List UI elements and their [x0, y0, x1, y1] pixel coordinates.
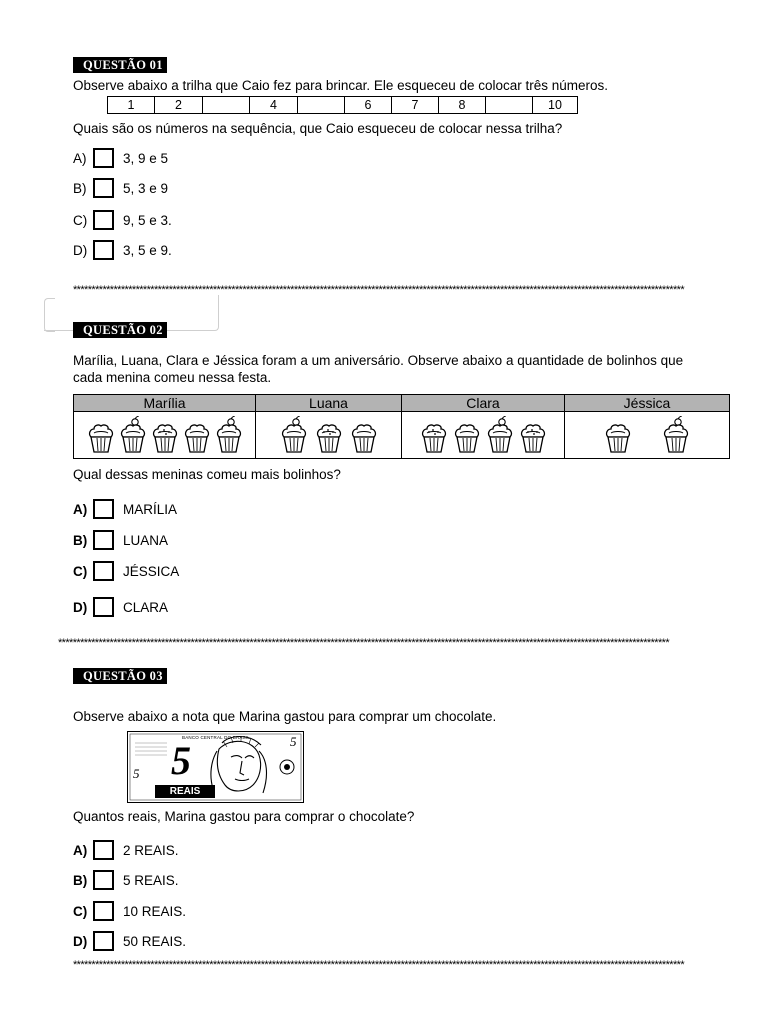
girl-name-header: Clara [402, 395, 565, 412]
cupcake-cell-marilia [74, 412, 256, 459]
option-letter: B) [73, 873, 88, 888]
option-text: 9, 5 e 3. [123, 213, 172, 228]
cupcake-icon [349, 416, 379, 454]
separator-line: ********************************************************************************************************************************************************************** [73, 959, 685, 971]
banknote-value-left: 5 [133, 766, 140, 781]
option-text: 5, 3 e 9 [123, 181, 169, 196]
banknote-value-small: 5 [290, 734, 297, 749]
question-1-title: QUESTÃO 01 [73, 57, 167, 73]
cupcake-icon [661, 416, 691, 454]
cupcake-icon [214, 416, 244, 454]
option-letter: A) [73, 502, 88, 517]
answer-checkbox[interactable] [93, 530, 114, 550]
sequence-cell-empty [203, 97, 250, 114]
option-text: LUANA [123, 533, 169, 548]
sequence-cell: 6 [345, 97, 392, 114]
cupcake-table [73, 394, 730, 459]
option-letter: D) [73, 243, 88, 258]
answer-checkbox[interactable] [93, 240, 114, 260]
question-1-prompt: Quais são os números na sequência, que Caio esqueceu de colocar nessa trilha? [73, 121, 563, 136]
option-text: MARÍLIA [123, 502, 178, 517]
separator-line: ********************************************************************************************************************************************************************** [73, 284, 685, 296]
option-letter: C) [73, 213, 88, 228]
cupcake-icon [603, 416, 633, 454]
option-text: 5 REAIS. [123, 873, 179, 888]
banknote-currency: REAIS [155, 785, 215, 798]
cupcake-icon [419, 416, 449, 454]
answer-checkbox[interactable] [93, 870, 114, 890]
cupcake-icon [86, 416, 116, 454]
option-text: 3, 9 e 5 [123, 151, 169, 166]
option-text: CLARA [123, 600, 169, 615]
option-letter: C) [73, 564, 88, 579]
sequence-cell: 8 [439, 97, 486, 114]
cupcake-cell-luana [256, 412, 402, 459]
question-3-intro: Observe abaixo a nota que Marina gastou para comprar um chocolate. [73, 709, 497, 724]
separator-line: ********************************************************************************************************************************************************************** [58, 637, 670, 649]
question-3-prompt: Quantos reais, Marina gastou para comprar o chocolate? [73, 809, 415, 824]
option-letter: B) [73, 533, 88, 548]
question-3-title: QUESTÃO 03 [73, 668, 167, 684]
option-text: JÉSSICA [123, 564, 180, 579]
sequence-cell: 2 [155, 97, 203, 114]
cupcake-cell-jessica [565, 412, 730, 459]
option-text: 3, 5 e 9. [123, 243, 172, 258]
answer-checkbox[interactable] [93, 210, 114, 230]
cupcake-icon [485, 416, 515, 454]
answer-checkbox[interactable] [93, 597, 114, 617]
girl-name-header: Jéssica [565, 395, 730, 412]
sequence-cell: 10 [533, 97, 578, 114]
question-2-intro-line1: Marília, Luana, Clara e Jéssica foram a um aniversário. Observe abaixo a quantidade de bolinhos que [73, 353, 684, 368]
sequence-cell-empty [298, 97, 345, 114]
banknote-image [127, 731, 304, 803]
answer-checkbox[interactable] [93, 901, 114, 921]
cupcake-icon [182, 416, 212, 454]
girl-name-header: Marília [74, 395, 256, 412]
cupcake-icon [118, 416, 148, 454]
answer-checkbox[interactable] [93, 840, 114, 860]
option-text: 2 REAIS. [123, 843, 179, 858]
cupcake-icon [279, 416, 309, 454]
option-letter: B) [73, 181, 87, 196]
question-2-intro-line2: cada menina comeu nessa festa. [73, 370, 272, 385]
question-2-title: QUESTÃO 02 [73, 322, 167, 338]
answer-checkbox[interactable] [93, 178, 114, 198]
answer-checkbox[interactable] [93, 148, 114, 168]
cupcake-icon [314, 416, 344, 454]
option-text: 10 REAIS. [123, 904, 187, 919]
cupcake-cell-clara [402, 412, 565, 459]
option-letter: A) [73, 843, 88, 858]
cupcake-icon [518, 416, 548, 454]
banknote-value: 5 [171, 738, 191, 783]
sequence-cell: 7 [392, 97, 439, 114]
option-letter: A) [73, 151, 87, 166]
question-2-prompt: Qual dessas meninas comeu mais bolinhos? [73, 467, 341, 482]
cupcake-icon [150, 416, 180, 454]
title-frame-left [44, 298, 55, 332]
option-letter: D) [73, 600, 88, 615]
cupcake-icon [452, 416, 482, 454]
girl-name-header: Luana [256, 395, 402, 412]
sequence-cell: 1 [108, 97, 155, 114]
question-1-intro: Observe abaixo a trilha que Caio fez para brincar. Ele esqueceu de colocar três números. [73, 78, 609, 93]
answer-checkbox[interactable] [93, 499, 114, 519]
sequence-cell: 4 [250, 97, 298, 114]
sequence-cell-empty [486, 97, 533, 114]
five-reais-banknote-icon [127, 731, 304, 803]
answer-checkbox[interactable] [93, 561, 114, 581]
option-letter: C) [73, 904, 88, 919]
number-sequence-track [107, 96, 578, 114]
option-letter: D) [73, 934, 88, 949]
option-text: 50 REAIS. [123, 934, 187, 949]
banknote-bank-name: BANCO CENTRAL DO BRASIL [182, 735, 250, 740]
answer-checkbox[interactable] [93, 931, 114, 951]
